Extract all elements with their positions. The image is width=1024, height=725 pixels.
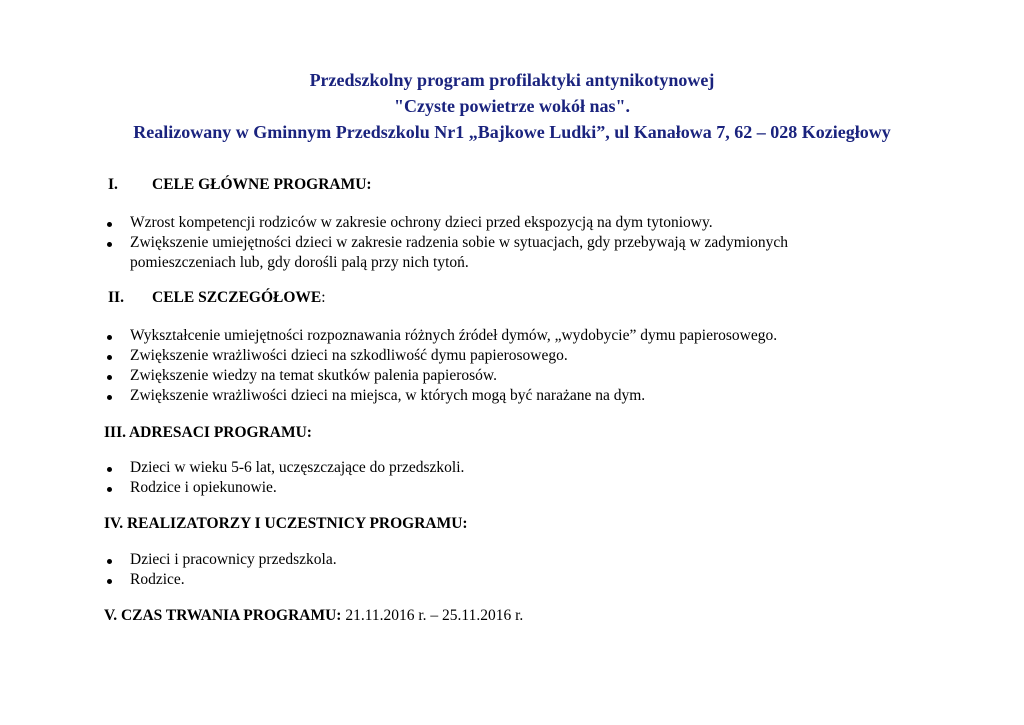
list-item: Zwiększenie wrażliwości dzieci na szkodliwość dymu papierosowego.	[103, 346, 923, 366]
list-item: Wykształcenie umiejętności rozpoznawania różnych źródeł dymów, „wydobycie” dymu papierosowego.	[103, 326, 923, 346]
list-item: Rodzice i opiekunowie.	[103, 478, 923, 498]
program-name: "Czyste powietrze wokół nas".	[394, 96, 630, 116]
section-4-list	[103, 550, 923, 590]
section-2-title: CELE SZCZEGÓŁOWE	[152, 289, 322, 306]
section-2-heading	[108, 289, 326, 307]
section-4-heading: IV. REALIZATORZY I UCZESTNICY PROGRAMU:	[104, 515, 468, 532]
section-1-heading	[108, 176, 372, 194]
section-1-list	[103, 213, 923, 273]
list-item: Wzrost kompetencji rodziców w zakresie ochrony dzieci przed ekspozycją na dym tytoniowy.	[103, 213, 923, 233]
section-1-title: CELE GŁÓWNE PROGRAMU:	[152, 176, 372, 193]
section-5-title: V. CZAS TRWANIA PROGRAMU:	[104, 607, 342, 624]
document-title: Przedszkolny program profilaktyki antynikotynowej	[309, 70, 715, 90]
list-item: Zwiększenie wiedzy na temat skutków palenia papierosów.	[103, 366, 923, 386]
section-2-colon: :	[321, 289, 326, 306]
list-item: Rodzice.	[103, 570, 923, 590]
institution-line: Realizowany w Gminnym Przedszkolu Nr1 „Bajkowe Ludki”, ul Kanałowa 7, 62 – 028 Koziegłowy	[133, 122, 891, 142]
section-2-list	[103, 326, 923, 406]
list-item: Dzieci i pracownicy przedszkola.	[103, 550, 923, 570]
program-duration: 21.11.2016 r. – 25.11.2016 r.	[341, 607, 524, 624]
list-item: Zwiększenie wrażliwości dzieci na miejsca, w których mogą być narażane na dym.	[103, 386, 923, 406]
section-1-number: I.	[108, 176, 118, 193]
section-3-heading: III. ADRESACI PROGRAMU:	[104, 424, 312, 441]
section-5-heading	[104, 607, 523, 625]
list-item: Dzieci w wieku 5-6 lat, uczęszczające do przedszkoli.	[103, 458, 923, 478]
list-item: Zwiększenie umiejętności dzieci w zakresie radzenia sobie w sytuacjach, gdy przebywają w zadymionych pomieszczeniach lub, gdy dorośli palą przy nich tytoń.	[103, 233, 923, 273]
section-3-list	[103, 458, 923, 498]
section-2-number: II.	[108, 289, 124, 306]
